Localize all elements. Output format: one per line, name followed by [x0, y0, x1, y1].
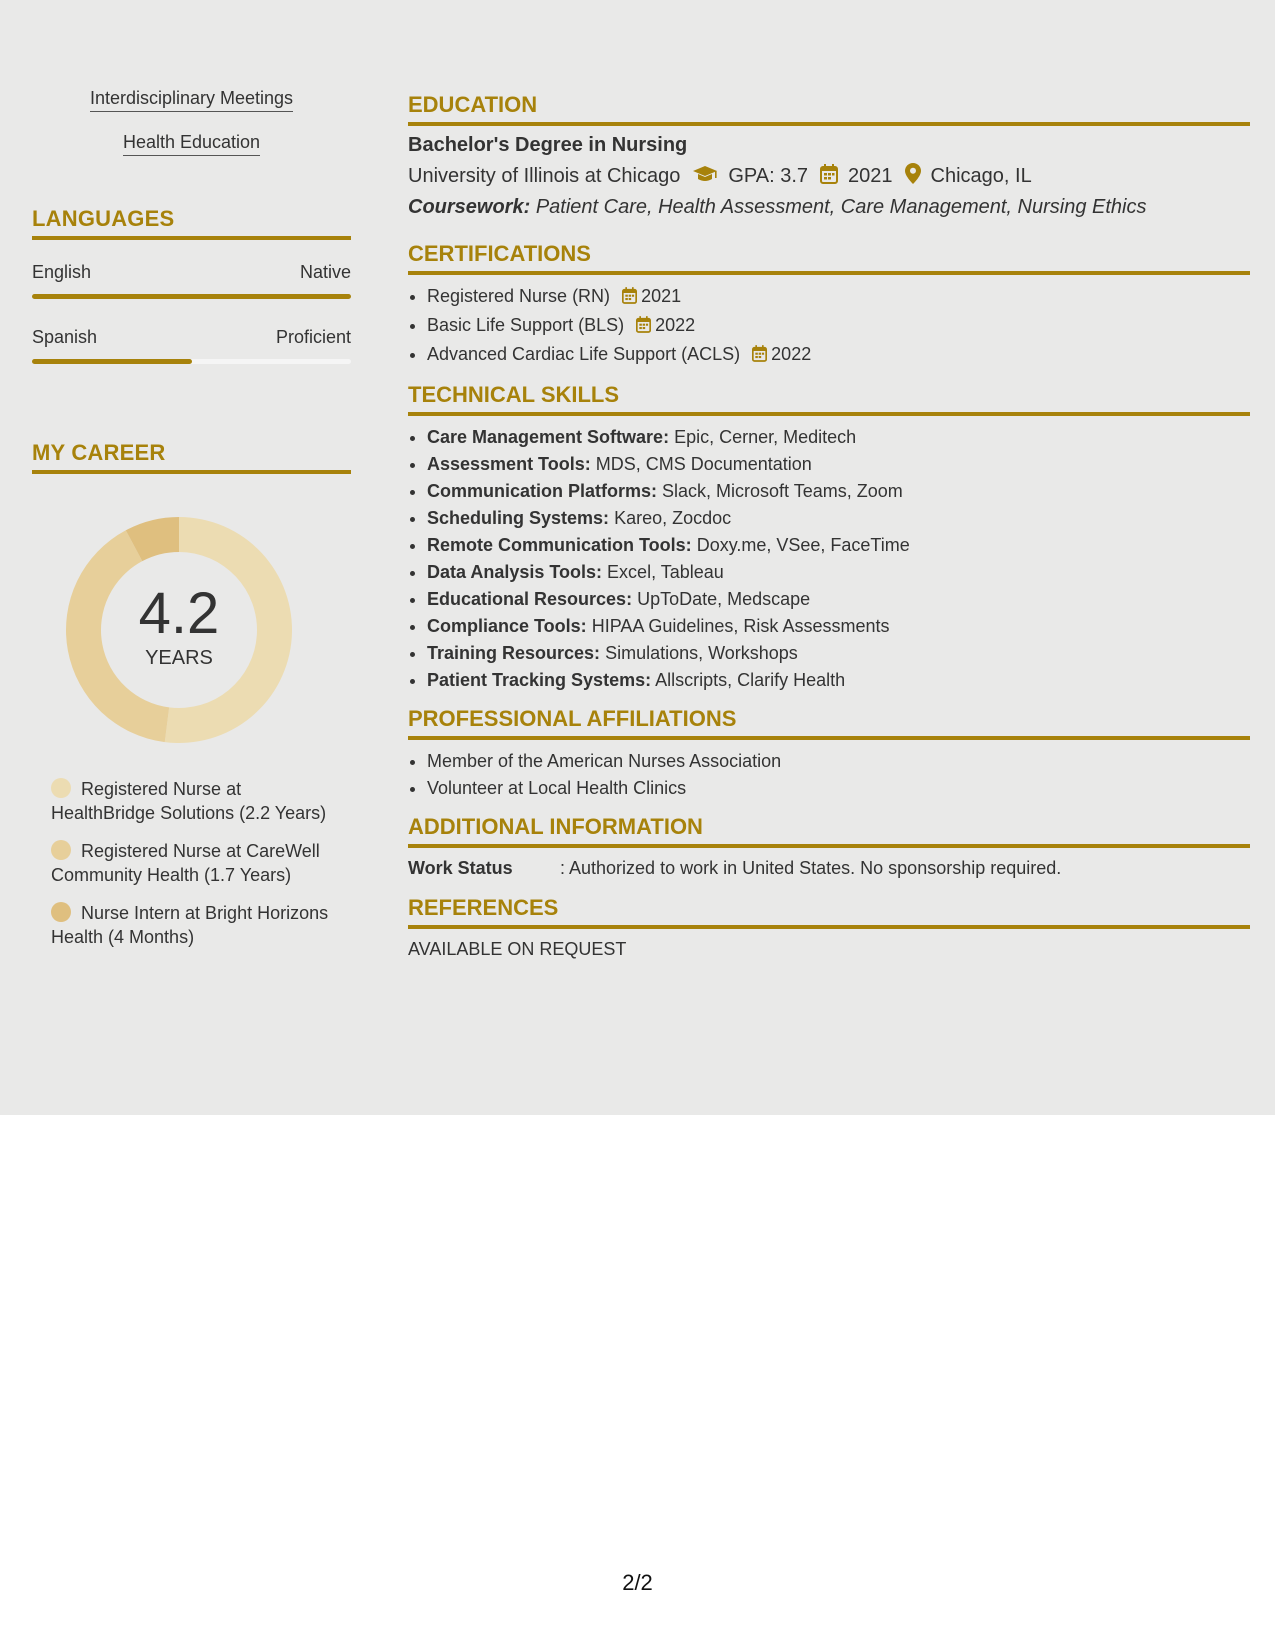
education-gpa: GPA: 3.7 [728, 165, 809, 187]
skill-tag-row [32, 88, 351, 112]
skill-item [427, 451, 1250, 478]
skill-value: UpToDate, Medscape [632, 589, 811, 609]
work-status-label: Work Status [408, 858, 513, 878]
legend-dot [51, 840, 71, 860]
career-legend [32, 777, 351, 949]
skill-item [427, 505, 1250, 532]
affiliation-item: • Member of the American Nurses Association [427, 748, 1250, 775]
technical-skills-heading: TECHNICAL SKILLS [408, 382, 1250, 416]
left-column [32, 88, 351, 963]
references-section [408, 895, 1250, 960]
career-legend-label: Registered Nurse at CareWell Community Health (1.7 Years) [51, 841, 320, 885]
career-total-value: 4.2 [138, 581, 220, 646]
skill-value: Simulations, Workshops [600, 643, 798, 663]
affiliations-heading: PROFESSIONAL AFFILIATIONS [408, 706, 1250, 740]
career-section [32, 440, 351, 949]
references-heading: REFERENCES [408, 895, 1250, 929]
map-pin-icon [905, 163, 921, 190]
language-row [32, 327, 351, 348]
skill-label: Care Management Software: [427, 427, 670, 447]
calendar-icon [636, 314, 651, 341]
work-status-row [408, 858, 1250, 879]
language-row [32, 262, 351, 283]
skill-item [427, 613, 1250, 640]
language-name: Spanish [32, 327, 98, 347]
languages-heading: LANGUAGES [32, 206, 351, 240]
education-degree: Bachelor's Degree in Nursing [408, 134, 688, 156]
affiliation-item: • Volunteer at Local Health Clinics [427, 775, 1250, 802]
career-donut-chart [66, 517, 292, 743]
certifications-list [408, 283, 1250, 370]
calendar-icon [820, 164, 838, 190]
language-bar [32, 294, 351, 299]
language-bar-fill [32, 294, 351, 299]
skill-label: Data Analysis Tools: [427, 562, 603, 582]
education-heading: EDUCATION [408, 92, 1250, 126]
skill-item [427, 667, 1250, 694]
skill-item [427, 640, 1250, 667]
education-location: Chicago, IL [930, 165, 1032, 187]
language-name: English [32, 262, 92, 282]
career-legend-item [51, 901, 341, 949]
certification-name: Basic Life Support (BLS) [427, 315, 625, 335]
work-status-value: : Authorized to work in United States. No sponsorship required. [560, 858, 1062, 878]
career-heading: MY CAREER [32, 440, 351, 474]
certification-name: Registered Nurse (RN) [427, 286, 611, 306]
skill-value: Epic, Cerner, Meditech [669, 427, 857, 447]
career-legend-item [51, 777, 341, 825]
coursework-label: Coursework: [408, 196, 531, 218]
language-level: Native [299, 262, 351, 282]
certification-year: 2022 [771, 344, 812, 364]
certification-item [427, 283, 1250, 312]
career-legend-label: Registered Nurse at HealthBridge Solutions (2.2 Years) [51, 779, 327, 823]
skill-item [427, 559, 1250, 586]
skill-label: Assessment Tools: [427, 454, 591, 474]
skill-label: Training Resources: [427, 643, 601, 663]
career-legend-item [51, 839, 341, 887]
coursework-text: Patient Care, Health Assessment, Care Management, Nursing Ethics [535, 196, 1147, 218]
certification-year: 2022 [655, 315, 696, 335]
skill-value: Slack, Microsoft Teams, Zoom [657, 481, 903, 501]
calendar-icon [622, 285, 637, 312]
skill-value: MDS, CMS Documentation [590, 454, 812, 474]
certification-name: Advanced Cardiac Life Support (ACLS) [427, 344, 741, 364]
technical-skills-section [408, 382, 1250, 694]
skill-value: Excel, Tableau [602, 562, 724, 582]
affiliations-section [408, 706, 1250, 802]
certification-year: 2021 [641, 286, 682, 306]
skill-value: HIPAA Guidelines, Risk Assessments [586, 616, 890, 636]
language-bar-fill [32, 359, 192, 364]
education-section [408, 92, 1250, 219]
additional-info-heading: ADDITIONAL INFORMATION [408, 814, 1250, 848]
skill-label: Educational Resources: [427, 589, 633, 609]
skill-value: Allscripts, Clarify Health [651, 670, 846, 690]
skill-label: Remote Communication Tools: [427, 535, 692, 555]
page-number: 2/2 [622, 1570, 653, 1595]
skill-tag: Health Education [123, 132, 260, 156]
skill-tag: Interdisciplinary Meetings [90, 88, 293, 112]
career-total-unit: YEARS [145, 647, 213, 669]
calendar-icon [752, 343, 767, 370]
right-column [408, 92, 1250, 960]
skill-item [427, 424, 1250, 451]
languages-section [32, 206, 351, 364]
language-bar [32, 359, 351, 364]
certification-item [427, 341, 1250, 370]
technical-skills-list [408, 424, 1250, 694]
skill-label: Patient Tracking Systems: [427, 670, 652, 690]
affiliations-list [408, 748, 1250, 802]
language-level: Proficient [275, 327, 351, 347]
skill-label: Compliance Tools: [427, 616, 587, 636]
career-legend-label: Nurse Intern at Bright Horizons Health (4 Months) [51, 903, 329, 947]
certifications-section [408, 241, 1250, 370]
skill-value: Doxy.me, VSee, FaceTime [691, 535, 910, 555]
skill-item [427, 478, 1250, 505]
legend-dot [51, 778, 71, 798]
references-text: AVAILABLE ON REQUEST [408, 939, 627, 959]
legend-dot [51, 902, 71, 922]
skill-value: Kareo, Zocdoc [609, 508, 732, 528]
education-details [408, 163, 1250, 190]
education-school: University of Illinois at Chicago [408, 165, 681, 187]
additional-info-section [408, 814, 1250, 879]
skill-tag-row [32, 132, 351, 156]
graduation-cap-icon [692, 165, 718, 189]
certification-item [427, 312, 1250, 341]
certifications-heading: CERTIFICATIONS [408, 241, 1250, 275]
education-year: 2021 [848, 165, 893, 187]
skill-label: Communication Platforms: [427, 481, 658, 501]
donut-center [66, 517, 292, 743]
skill-item [427, 586, 1250, 613]
skill-label: Scheduling Systems: [427, 508, 610, 528]
education-coursework [408, 196, 1250, 219]
skill-item [427, 532, 1250, 559]
